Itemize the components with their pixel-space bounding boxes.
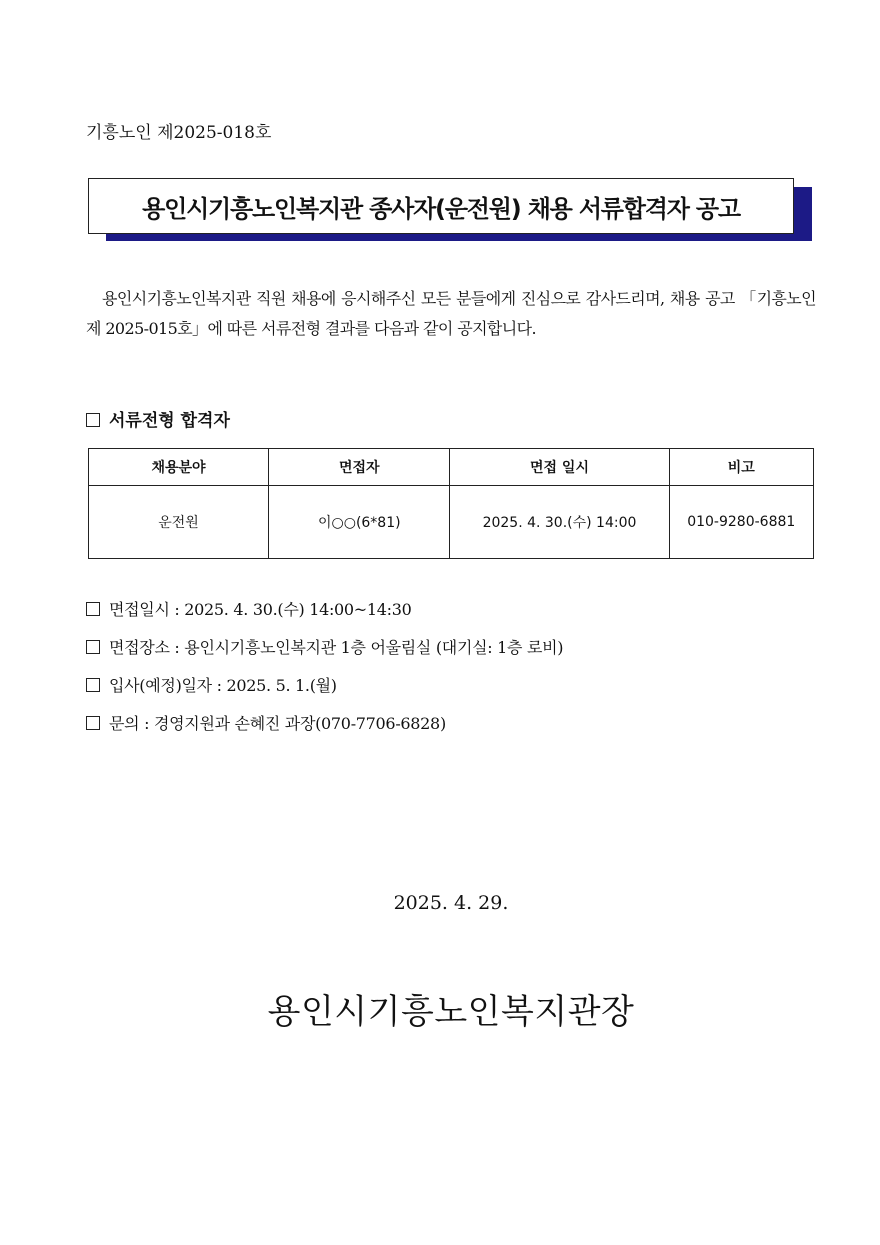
detail-item: [86, 672, 563, 710]
cell-interview-datetime: 2025. 4. 30.(수) 14:00: [450, 486, 669, 559]
detail-item: [86, 596, 563, 634]
title-banner: [88, 178, 794, 234]
checkbox-square-icon: [86, 640, 100, 654]
table-row: [89, 486, 814, 559]
section-heading: [86, 406, 230, 431]
cell-note: 010-9280-6881: [669, 486, 813, 559]
header-interviewee: 면접자: [269, 449, 450, 486]
checkbox-square-icon: [86, 602, 100, 616]
issuer-signature: 용인시기흥노인복지관장: [267, 992, 635, 1032]
cell-interviewee: 이○○(6*81): [269, 486, 450, 559]
section-heading-label: 서류전형 합격자: [109, 411, 230, 431]
detail-item: [86, 634, 563, 672]
header-note: 비고: [669, 449, 813, 486]
detail-text: 면접장소 : 용인시기흥노인복지관 1층 어울림실 (대기실: 1층 로비): [109, 638, 564, 657]
table-header-row: [89, 449, 814, 486]
issue-date: 2025. 4. 29.: [393, 892, 509, 914]
checkbox-square-icon: [86, 413, 100, 427]
checkbox-square-icon: [86, 678, 100, 692]
detail-text: 문의 : 경영지원과 손혜진 과장(070-7706-6828): [109, 714, 446, 733]
checkbox-square-icon: [86, 716, 100, 730]
detail-text: 입사(예정)일자 : 2025. 5. 1.(월): [109, 676, 337, 695]
detail-item: [86, 710, 563, 748]
intro-paragraph: 용인시기흥노인복지관 직원 채용에 응시해주신 모든 분들에게 진심으로 감사드리며, 채용 공고 「기흥노인 제 2025-015호」에 따른 서류전형 결과를 다음과 같이 공지합니다.: [86, 289, 816, 338]
document-number: 기흥노인 제2025-018호: [86, 123, 272, 143]
cell-field: 운전원: [89, 486, 269, 559]
detail-text: 면접일시 : 2025. 4. 30.(수) 14:00~14:30: [109, 600, 412, 619]
results-table: [88, 448, 814, 559]
details-list: [86, 596, 563, 748]
page-title: 용인시기흥노인복지관 종사자(운전원) 채용 서류합격자 공고: [88, 178, 794, 234]
header-field: 채용분야: [89, 449, 269, 486]
header-interview-datetime: 면접 일시: [450, 449, 669, 486]
